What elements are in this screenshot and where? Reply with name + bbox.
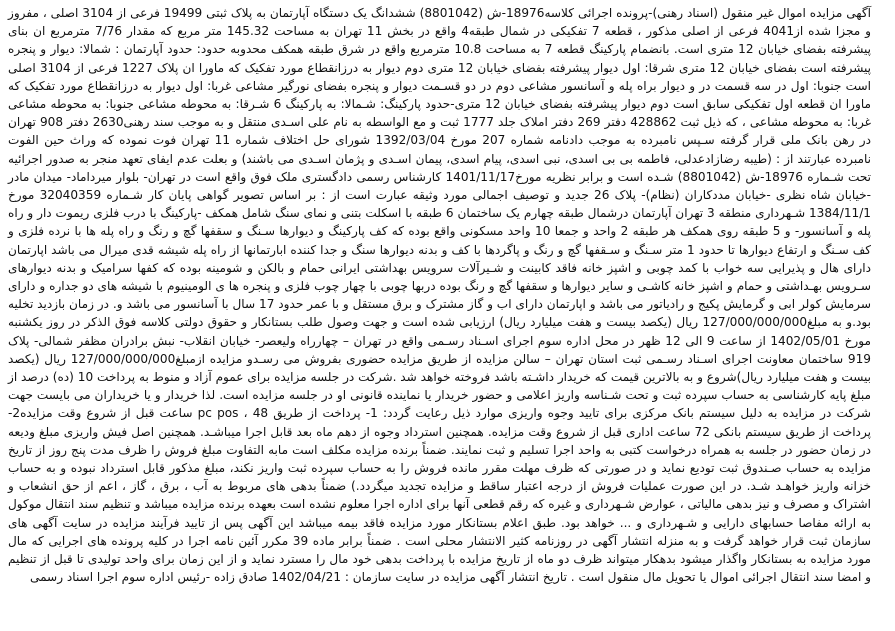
auction-notice-text: آگهی مزایده اموال غیر منقول (اسناد رهنی)-پرونده اجرائی کلاسه18976-ش (8801042) ششدانگ یک دستگاه آپارتمان به پلاک ثبتی 19499 فرعی از 3104 اصلی ، مفروز و مجزا شده از4041 فرعی از اصلی مذکور ، قطعه 7 تفکیکی در شمال طبقه4 واقع در بخش 11 تهران به مساحت 145.32 متر مربع که مقدار 7/76 مترمربع ان بنای پیشرفته بفضای خیابان 12 متری است. بانضمام پارکینگ قطعه 7 به مساحت 10.8 مترمربع واقع در شرق طبقه همکف محدوبه حدود: حدود آپارتمان : شمالا: دیوار و پنجره پیشرفته است بفضای خیابان 12 متری شرقا: اول دیوار پیشرفته بفضای خیابان 12 متری دوم دیوار به درزانقطاع مورد تفکیک که ماورا ان پلاک 1227 فرعی از 3104 اصلی است جنوبا: اول در سه قسمت در و دیوار براه پله و آسانسور مشاعی دوم در دو قسـمت دیوار و پنجره بفضای نورگیر مشاعی غربا: اول دیوار به درزانقطاع مورد تفکیک که ماورا ان قطعه اول تفکیکی سابق است دوم دیوار پیشرفته بفضای خیابان 12 متری-حدود پارکینگ: شـمالا: به پارکینگ 6 شـرقا: به محوطه مشاعی جنوبا: به محوطه مشاعی غربا: به محوطه مشاعی ، که ذیل ثبت 428862 دفتر 269 دفتر املاک جلد 1777 ثبت و مع الواسطه به نام علی اسـدی منتقل و به موجب سند رهنی2630 دفتر 908 تهران در رهن بانک ملی قرار گرفته سـپس نامبرده به موجب دادنامه شماره 207 مورخ 1392/03/04 شورای حل اختلاف شماره 11 تهران فوت نموده که وراث حین الفوت نامبرده عبارتند از : (طیبه رضازادعدلی، فاطمه بی بی اسدی، نبی اسدی، پیام اسدی، پیمان اسـدی و پژمان اسـدی می باشند) و بعلت عدم ایفای تعهد منجر به صدور اجرائیه تحت شـماره 18976-ش (8801042) شـده است و برابر نظریه مورخ1401/11/17 کارشناس رسمی دادگستری ملک فوق واقع است در تهران- بلوار میرداماد- میدان مادر -خیابان شاه نظری -خیابان مددکاران (نظام)- پلاک 26 جدید و توصیف اجمالی مورد وثیقه عبارت است از : بر اساس تصویر گواهی پایان کار شـماره 32040359 مورخ 1384/11/1 شـهرداری منطقه 3 تهران آپارتمان درشمال طبقه چهارم یک ساختمان 6 طبقه با اسکلت بتنی و نمای سنگ شامل همکف -پارکینگ با درب فلزی ریموت دار و راه پله و آسانسور- و 5 طبقه روی همکف هر طبقه 2 واحد و جمعا 10 واحد مسکونی واقع بوده که کف پارکینگ و دیوارها سـنگ و سقفها گچ و رنگ و راه پله ها با نرده فلزی و کف سـنگ و ارتفاع دیوارها تا حدود 1 متر سـنگ و سـقفها گچ و رنگ و پاگردها با کف و بدنه دیوارها سنگ و جدا کننده ابارتمانها از راه پله شیشه قدی میرال می باشد اپارتمان دارای هال و پذیرایی سه خواب با کمد چوبی و اشپز خانه فاقد کابینت و شـیرآلات سرویس بهداشتی ایرانی حمام و بالکن و شومینه بوده که کفها سرامیک و بدنه دیوارهای سـرویس بهـداشتی و حمام و اشپز خانه کاشـی و سایر دیوارها و سقفها گچ و رنگ بوده دربها چوبی با چهار چوب فلزی و پنجره ها ی الومینیوم با شیشه های دو جداره و دارای سرمایش کولر ابی و گرمایش پکیج و رادیاتور می باشد و اپارتمان دارای اب و گاز مشترک و برق مستقل و با عمر حدود 17 سال با آسانسور می باشد و. در زمان بازدید تخلیه بود.و به مبلغ127/000/000/000 ریال (یکصد بیست و هفت میلیارد ریال) ارزیابی شده است و جهت وصول طلب بستانکار و حقوق دولتی کلاسه فوق الذکر در روز یکشنبه مورخ 1402/05/01 از ساعت 9 الی 12 ظهر در محل اداره سوم اجرای اسـناد رسـمی واقع در تهران – چهارراه ولیعصر- خیابان انقلاب- نبش برادران مظفر شمالی- پلاک 919 ساختمان معاونت اجرای اسـناد رسـمی ثبت استان تهران – سالن مزایده از طریق مزایده حضوری بفروش می رسـدو مزایده ازمبلغ127/000/000/000 ریال (یکصد بیست و هفت میلیارد ریال)شروع و به بالاترین قیمت که خریدار داشـته باشد فروخته خواهد شد .شرکت در جلسه مزایده برای عموم آزاد و منوط به پرداخت 10 (ده) درصد از مبلغ پایه کارشناسی به حساب سپرده ثبت و تحت شـناسه واریز اعلامی و حضور خریدار یا نماینده قانونی او در جلسه مزایده است. لذا خریدار و یا خریداران می بایست جهت شرکت در مزایده به دلیل سیستم بانک مرکزی برای تایید وجوه واریزی موارد ذیل رعایت گردد: 1- پرداخت از طریق pc pos ، 48 ساعت قبل از شروع وقت مزایده2- پرداخت از طریق سیستم بانکی 72 ساعت اداری قبل از شروع وقت مزایده. همچنین استرداد وجوه از دهم ماه بعد قابل اجرا میباشـد. همچنین اصل فیش واریزی مبلغ ودیعه در زمان حضور در جلسه به همراه درخواست کتبی به واحد اجرا تسلیم و ثبت نمایند. ضمناً برنده مزایده مکلف است مابه التفاوت مبلغ فروش را ظرف مدت پنج روز از تاریخ مزایده به حساب صـندوق ثبت تودیع نماید و در صورتی که ظرف مهلت مقرر مانده فروش را به حساب سپرده ثبت واریز نکند، مبلغ مذکور قابل استرداد نبوده و به حساب خزانه واریز خواهـد شـد. در این صورت عملیات فروش از درجه اعتبار ساقط و مزایده تجدید میگردد.) ضمناً بدهی های مربوط به آب ، برق ، گاز ، اعم از حق انشعاب و اشتراک و مصرف و نیز بدهی مالیاتی ، عوارض شـهرداری و غیره که رقم قطعی آنها برای اداره اجرا معلوم نشده است بعهده برنده مزایده میباشد و تنظیم سند انتقال موکول به ارائه مفاصا حسابهای دارایی و شـهرداری و ... خواهد بود. طبق اعلام بستانکار مورد مزایده فاقد بیمه میباشد این آگهی پس از تایید فرآیند مزایده در سایت آگهی های سازمان ثبت قرار خواهد گرفت و به منزله انتشار آگهی در روزنامه کثیر الانتشار محلی است . ضمناً برابر ماده 39 مکرر آئین نامه اجرا در کلیه پرونده های اجرایی که مال مورد مزایده به بستانکار واگذار میشود بدهکار میتواند ظرف دو ماه از تاریخ مزایده با پرداخت بدهی خود مال را مسترد نماید و از این زمان برای واحد تولیدی تا قبل از تنظیم و امضا سند انتقال اجرائی اموال یا تحویل مال منقول است . تاریخ انتشار آگهی مزایده در سایت سازمان : 1402/04/21 صادق زاده -رئیس اداره سوم اجرا اسناد رسمی bbox=[8, 6, 872, 585]
